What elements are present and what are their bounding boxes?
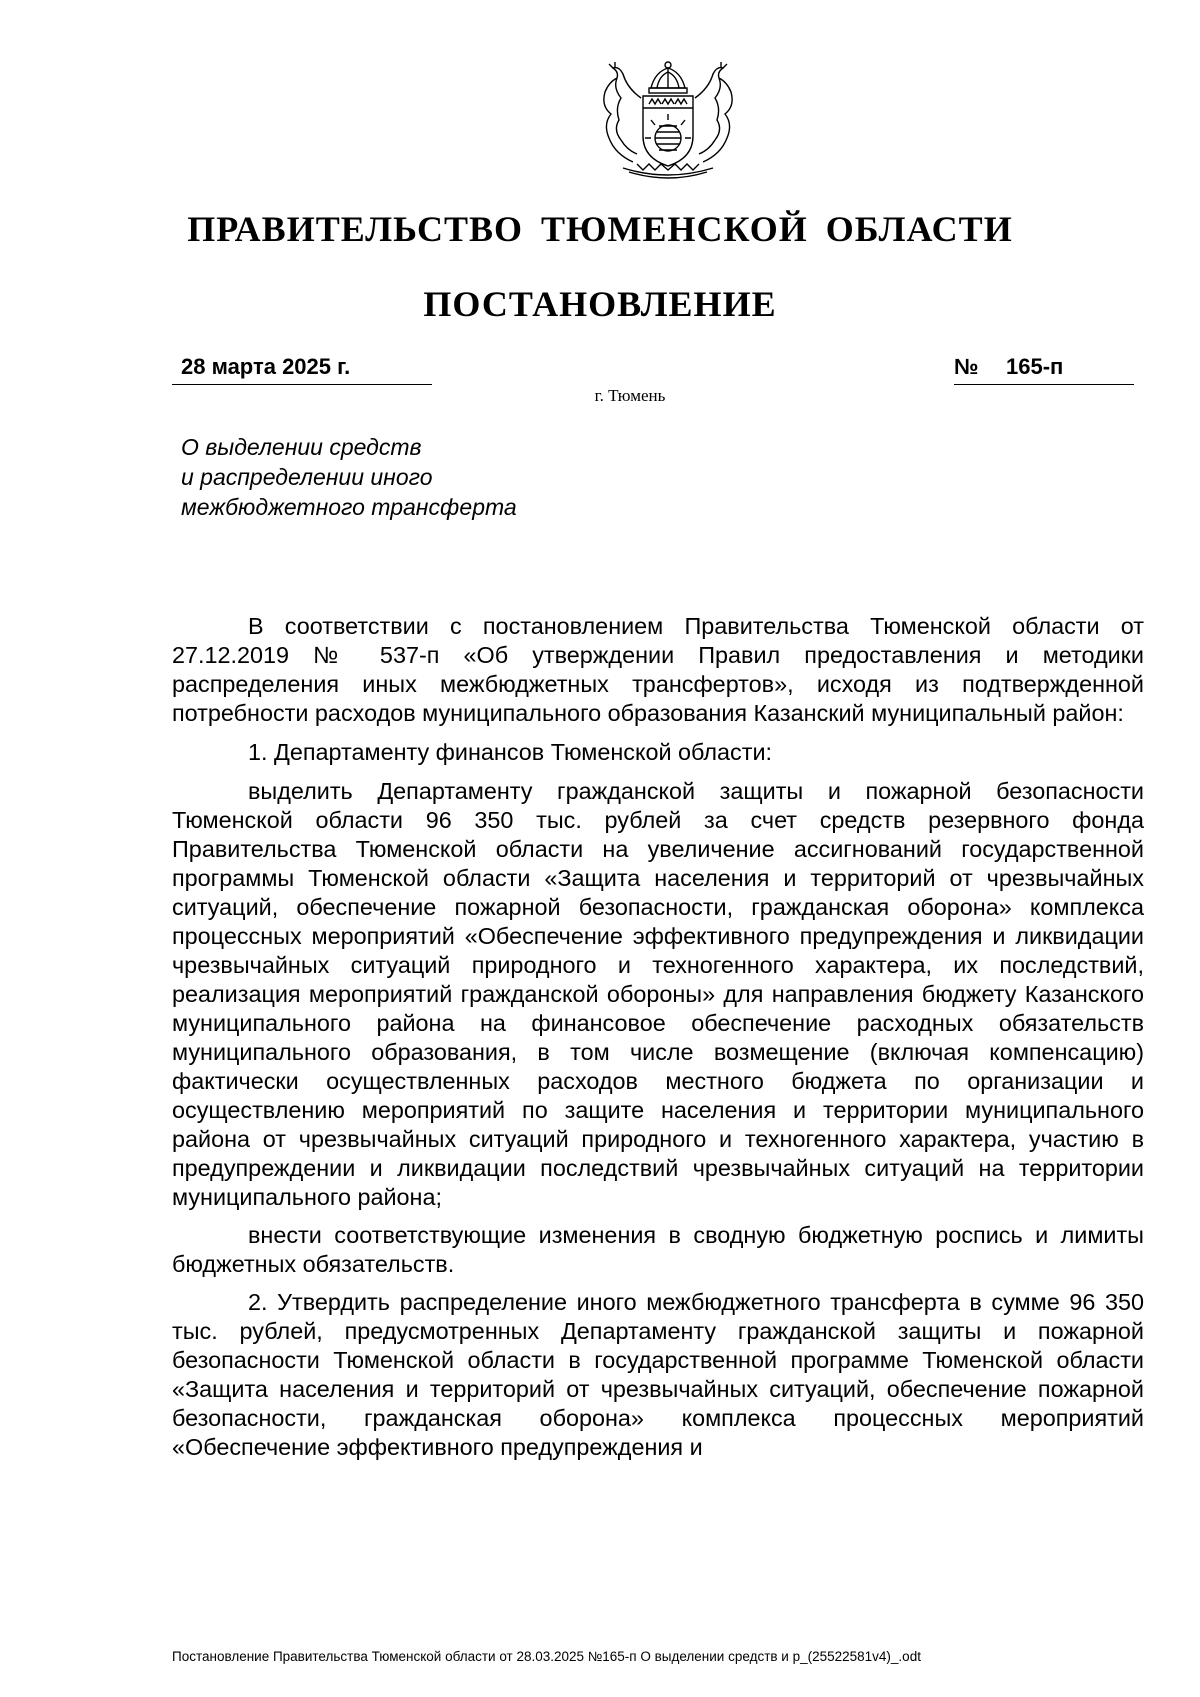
- subject-line: О выделении средств: [181, 434, 422, 460]
- document-number: 165-п: [1006, 354, 1064, 379]
- document-date-field: [172, 354, 432, 385]
- subject-line: и распределении иного: [181, 464, 433, 490]
- coat-of-arms-icon: [593, 58, 743, 182]
- subject-line: межбюджетного трансферта: [181, 494, 517, 520]
- number-sign: №: [954, 354, 979, 379]
- body-paragraph: 1. Департаменту финансов Тюменской области:: [248, 739, 773, 765]
- body-paragraph: В соответствии с постановлением Правительства Тюменской области от 27.12.2019 № 537-п «Об утверждении Правил предоставления и методики распределения иных межбюджетных трансфертов», исходя из подтвержденной потребности расходов муниципального образования Казанский муниципальный район:: [172, 613, 1144, 726]
- document-type-title: ПОСТАНОВЛЕНИЕ: [423, 284, 777, 324]
- body-paragraph: 2. Утвердить распределение иного межбюджетного трансферта в сумме 96 350 тыс. рублей, предусмотренных Департаменту гражданской защиты и пожарной безопасности Тюменской области в государственной программе Тюменской области «Защита населения и территорий от чрезвычайных ситуаций, обеспечение пожарной безопасности, гражданская оборона» комплекса процессных мероприятий «Обеспечение эффективного предупреждения и: [172, 1289, 1144, 1460]
- body-paragraph: внести соответствующие изменения в сводную бюджетную роспись и лимиты бюджетных обязательств.: [172, 1222, 1144, 1277]
- page-footer: Постановление Правительства Тюменской области от 28.03.2025 №165-п О выделении средств и р_(25522581v4)_.odt: [172, 1649, 921, 1664]
- organization-title: ПРАВИТЕЛЬСТВО ТЮМЕНСКОЙ ОБЛАСТИ: [187, 209, 1013, 249]
- document-number-field: [954, 354, 1134, 385]
- body-paragraph: выделить Департаменту гражданской защиты и пожарной безопасности Тюменской области 96 350 тыс. рублей за счет средств резервного фонда Правительства Тюменской области на увеличение ассигнований государственной программы Тюменской области «Защита населения и территорий от чрезвычайных ситуаций, обеспечение пожарной безопасности, гражданская оборона» комплекса процессных мероприятий «Обеспечение эффективного предупреждения и ликвидации чрезвычайных ситуаций природного и техногенного характера, их последствий, реализация мероприятий гражданской обороны» для направления бюджету Казанского муниципального района на финансовое обеспечение расходных обязательств муниципального образования, в том числе возмещение (включая компенсацию) фактически осуществленных расходов местного бюджета по организации и осуществлению мероприятий по защите населения и территории муниципального района от чрезвычайных ситуаций природного и техногенного характера, участию в предупреждении и ликвидации последствий чрезвычайных ситуаций на территории муниципального района;: [172, 778, 1144, 1210]
- document-subject: [181, 432, 681, 522]
- document-date: 28 марта 2025 г.: [181, 354, 351, 379]
- city-label: г. Тюмень: [594, 386, 666, 405]
- document-body: [172, 612, 1144, 1472]
